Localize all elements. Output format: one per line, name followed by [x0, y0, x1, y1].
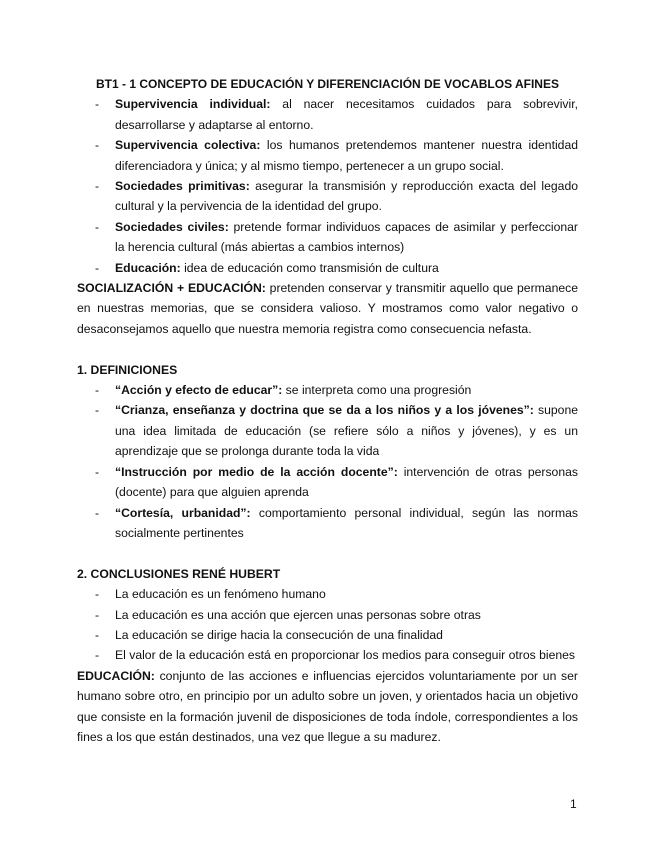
list-item — [77, 176, 578, 217]
dash-bullet: - — [95, 648, 100, 663]
item-term: “Acción y efecto de educar”: — [115, 383, 283, 398]
dash-bullet: - — [95, 219, 100, 234]
paragraph-term: SOCIALIZACIÓN + EDUCACIÓN: — [77, 281, 266, 296]
item-text: intervención de otras personas (docente) para que alguien aprenda — [115, 464, 578, 500]
dash-bullet: - — [95, 464, 100, 479]
item-text: se interpreta como una progresión — [282, 383, 472, 398]
dash-bullet: - — [95, 383, 100, 398]
item-term: “Cortesía, urbanidad”: — [115, 505, 251, 520]
section-heading-conclusiones: 2. CONCLUSIONES RENÉ HUBERT — [77, 566, 281, 581]
dash-bullet: - — [95, 587, 100, 602]
item-term: “Crianza, enseñanza y doctrina que se da a los niños y a los jóvenes”: — [115, 403, 534, 418]
dash-bullet: - — [95, 260, 100, 275]
list-item — [77, 645, 578, 665]
item-text: asegurar la transmisión y reproducción exacta del legado cultural y la pervivencia de la identidad del grupo. — [115, 179, 579, 214]
list-item — [77, 217, 578, 258]
paragraph-text: pretenden conservar y transmitir aquello que permanece en nuestras memorias, que se considera valioso. Y mostramos como valor negativo o desaconsejamos aquello que nuestra memoria registra como consecuencia nefasta. — [77, 281, 578, 336]
item-text: supone una idea limitada de educación (se refiere sólo a niños y jóvenes), y es un aprendizaje que se prolonga durante toda la vida — [115, 403, 579, 459]
list-item — [77, 462, 578, 503]
list-item — [77, 584, 578, 604]
list-item — [77, 135, 578, 176]
item-text: La educación es una acción que ejercen unas personas sobre otras — [115, 607, 481, 622]
dash-bullet: - — [95, 97, 100, 112]
dash-bullet: - — [95, 627, 100, 642]
list-item — [77, 94, 578, 135]
list-item — [77, 503, 578, 544]
page-content — [77, 74, 578, 747]
item-text: comportamiento personal individual, según las normas socialmente pertinentes — [115, 505, 579, 540]
page-number: 1 — [570, 797, 577, 811]
list-item — [77, 625, 578, 645]
item-term: “Instrucción por medio de la acción docente”: — [115, 464, 398, 479]
document-title: BT1 - 1 CONCEPTO DE EDUCACIÓN Y DIFERENCIACIÓN DE VOCABLOS AFINES — [96, 77, 559, 91]
dash-bullet: - — [95, 179, 100, 194]
list-item — [77, 605, 578, 625]
paragraph-text: conjunto de las acciones e influencias ejercidos voluntariamente por un ser humano sobre otro, en principio por un adulto sobre un joven, y orientados hacia un objetivo que consiste en la formación juvenil de disposiciones de toda índole, correspondientes a los fines a los que están destinados, una vez que llegue a su madurez. — [77, 668, 578, 744]
paragraph-term: EDUCACIÓN: — [77, 668, 155, 683]
dash-bullet: - — [95, 607, 100, 622]
item-text: La educación se dirige hacia la consecución de una finalidad — [115, 627, 443, 642]
item-text: al nacer necesitamos cuidados para sobrevivir, desarrollarse y adaptarse al entorno. — [115, 97, 578, 132]
dash-bullet: - — [95, 403, 100, 418]
educacion-paragraph — [77, 666, 578, 748]
item-text: El valor de la educación está en proporcionar los medios para conseguir otros bienes — [115, 648, 576, 663]
conclusiones-list — [77, 584, 578, 666]
item-text: los humanos pretendemos mantener nuestra identidad diferenciadora y única; y al mismo tiempo, pertenecer a un grupo social. — [115, 138, 579, 173]
section-heading-definiciones: 1. DEFINICIONES — [77, 362, 178, 377]
item-term: Educación: — [115, 260, 181, 275]
dash-bullet: - — [95, 505, 100, 520]
socializacion-paragraph — [77, 278, 578, 339]
dash-bullet: - — [95, 138, 100, 153]
intro-list — [77, 94, 578, 278]
item-text: pretende formar individuos capaces de asimilar y perfeccionar la herencia cultural (más abiertas a cambios internos) — [115, 219, 578, 255]
item-term: Sociedades primitivas: — [115, 179, 250, 194]
definiciones-list — [77, 380, 578, 543]
list-item — [77, 258, 578, 278]
item-text: La educación es un fenómeno humano — [115, 587, 326, 602]
list-item — [77, 380, 578, 400]
item-term: Sociedades civiles: — [115, 219, 229, 234]
spacer — [77, 543, 578, 563]
spacer — [77, 339, 578, 359]
item-text: idea de educación como transmisión de cultura — [180, 260, 439, 275]
item-term: Supervivencia colectiva: — [115, 138, 261, 153]
list-item — [77, 400, 578, 461]
item-term: Supervivencia individual: — [115, 97, 271, 112]
